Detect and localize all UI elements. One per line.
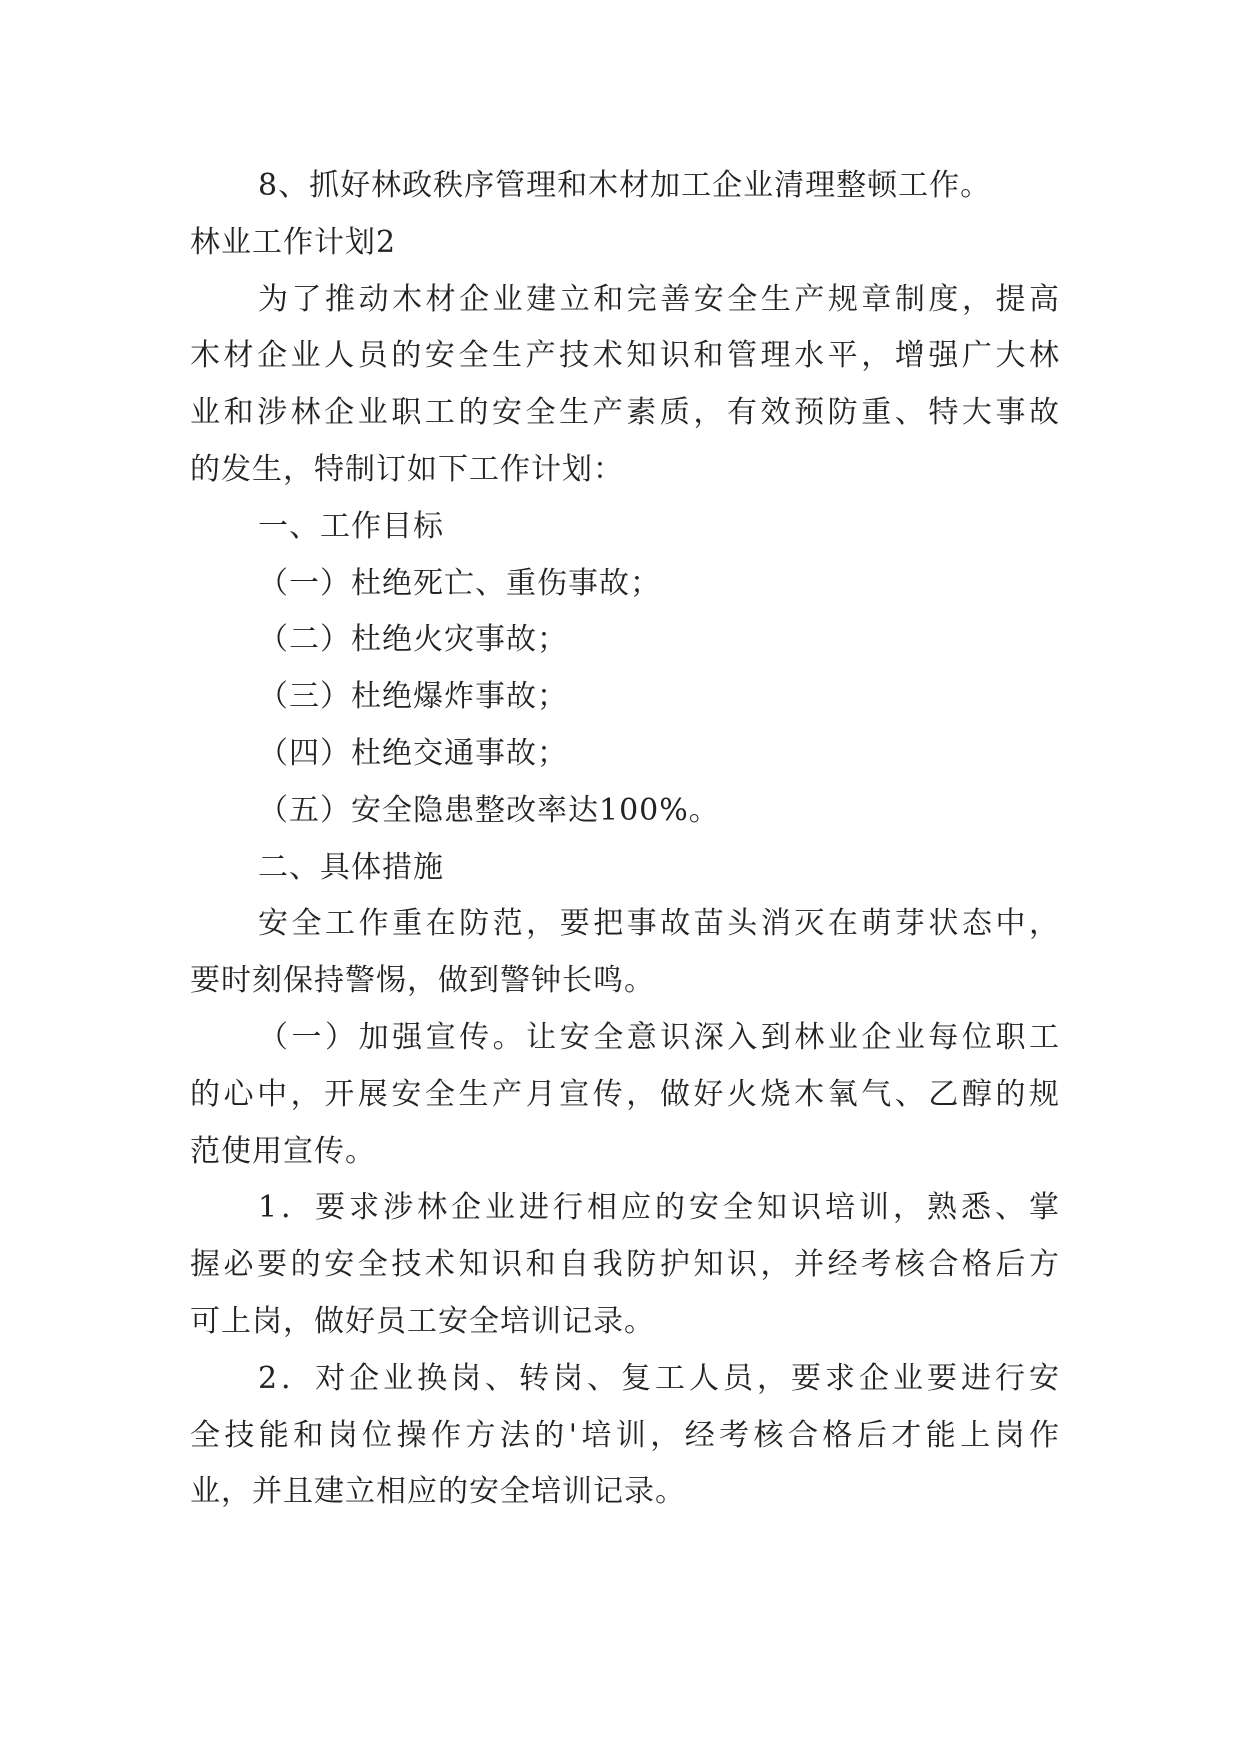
text-line: 业，并且建立相应的安全培训记录。 [190,1474,686,1510]
document-page [190,158,1060,1521]
text-line: 要时刻保持警惕，做到警钟长鸣。 [190,963,655,999]
text-line: 安全工作重在防范，要把事故苗头消灭在萌芽状态中， [258,906,1060,942]
text-line: 握必要的安全技术知识和自我防护知识，并经考核合格后方 [190,1247,1060,1283]
goal-item: （二）杜绝火灾事故； [258,622,568,658]
text-line: 的心中，开展安全生产月宣传，做好火烧木氧气、乙醇的规 [190,1076,1060,1112]
text-line: 业和涉林企业职工的安全生产素质，有效预防重、特大事故 [190,395,1060,431]
section-title: 林业工作计划2 [190,224,397,260]
goal-item: （五）安全隐患整改率达100%。 [258,792,720,828]
text-line: 木材企业人员的安全生产技术知识和管理水平，增强广大林 [190,338,1060,374]
goal-item: （三）杜绝爆炸事故； [258,679,568,715]
text-line: 可上岗，做好员工安全培训记录。 [190,1303,655,1339]
heading-measures: 二、具体措施 [258,849,444,885]
goal-item: （一）杜绝死亡、重伤事故； [258,565,661,601]
heading-goals: 一、工作目标 [258,508,444,544]
text-line: 2．对企业换岗、转岗、复工人员，要求企业要进行安 [258,1360,1060,1396]
text-line: 的发生，特制订如下工作计划： [190,451,624,487]
text-line: 全技能和岗位操作方法的'培训，经考核合格后才能上岗作 [190,1417,1060,1453]
text-line: 范使用宣传。 [190,1133,376,1169]
goal-item: （四）杜绝交通事故； [258,735,568,771]
text-line: （一）加强宣传。让安全意识深入到林业企业每位职工 [258,1019,1060,1055]
text-line: 1．要求涉林企业进行相应的安全知识培训，熟悉、掌 [258,1190,1060,1226]
text-line: 8、抓好林政秩序管理和木材加工企业清理整顿工作。 [258,168,992,203]
text-line: 为了推动木材企业建立和完善安全生产规章制度，提高 [258,281,1060,317]
